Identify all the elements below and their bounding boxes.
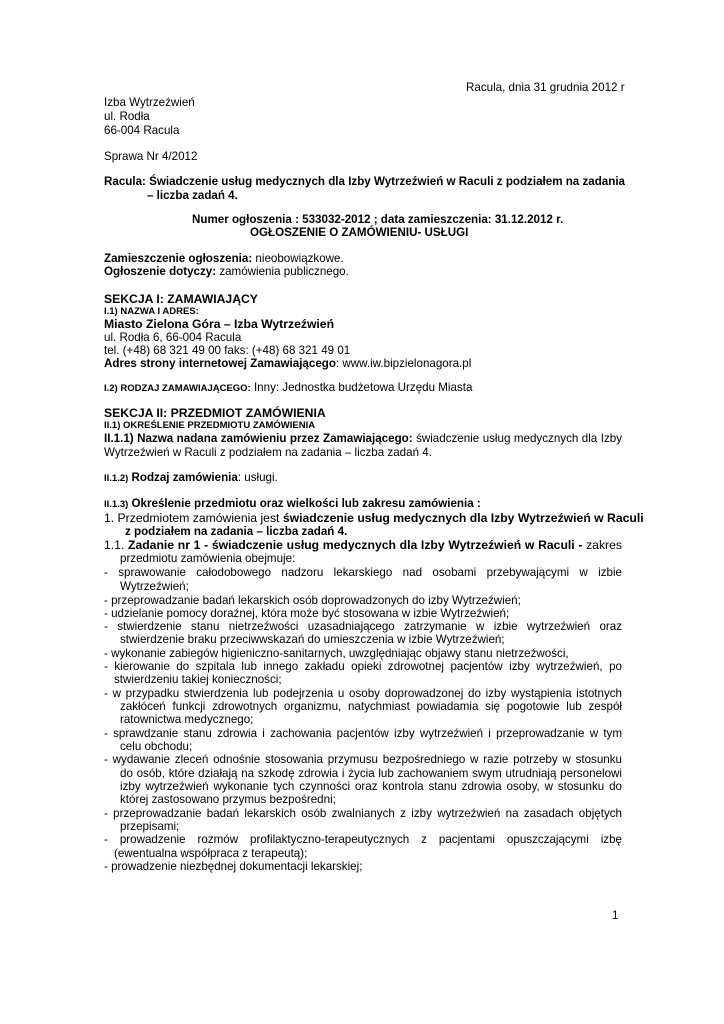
section-1-sub-2 [104, 381, 472, 396]
point-1-1-scope-word: zakres [582, 538, 622, 552]
item-line: celu obchodu; [120, 740, 193, 753]
concerns-line [104, 265, 349, 279]
section-1-heading: SEKCJA I: ZAMAWIAJĄCY [104, 292, 258, 306]
point-1-1-task: Zadanie nr 1 - świadczenie usług medycznych dla Izby Wytrzeźwień w Raculi - [128, 538, 583, 552]
ii-1-3-label: Określenie przedmiotu oraz wielkości lub zakresu zamówienia : [128, 497, 481, 510]
item-line: do osób, które działają na szkodę zdrowia i życia lub zachowaniem swym utrudniają personelowi [120, 767, 622, 780]
ii-1-3-prefix: II.1.3) [104, 499, 129, 510]
addressee-line-3: 66-004 Racula [104, 124, 180, 137]
item-line: - w przypadku stwierdzenia lub podejrzenia u osoby doprowadzonej do izby wystąpienia istotnych [104, 687, 622, 700]
document-title-line-2: – liczba zadań 4. [147, 189, 238, 202]
section-2-heading: SEKCJA II: PRZEDMIOT ZAMÓWIENIA [104, 406, 326, 420]
item-line: Wytrzeźwień; [120, 580, 189, 593]
ii-1-1-label: Nazwa nadana zamówieniu przez Zamawiającego: [133, 432, 413, 445]
item-line: - sprawdzanie stanu zdrowia i zachowania pacjentów izby wytrzeźwień i przeprowadzanie w tym [104, 727, 622, 740]
item-line: - udzielanie pomocy doraźnej, która może być stosowana w izbie Wytrzeźwień; [104, 607, 510, 620]
contracting-authority-phone: tel. (+48) 68 321 49 00 faks: (+48) 68 321 49 01 [104, 344, 351, 357]
item-line: stwierdzenie braku przeciwwskazań do umieszczenia w izbie Wytrzeźwień; [120, 633, 505, 646]
ii-1-2-value: : usługi. [237, 471, 278, 484]
point-1-1-number: 1.1. [104, 538, 129, 552]
point-1-line-1 [104, 511, 644, 525]
website-value: : www.iw.bipzielonagora.pl [335, 357, 472, 370]
item-line: ratownictwa medycznego; [120, 713, 254, 726]
item-line: - kierowanie do szpitala lub innego zakładu opieki zdrowotnej pacjentów izby wytrzeźwień, po [104, 660, 622, 673]
notice-title: OGŁOSZENIE O ZAMÓWIENIU- USŁUGI [250, 226, 469, 239]
point-1-subject: świadczenie usług medycznych dla Izby Wytrzeźwień w Raculi [282, 511, 644, 525]
concerns-value: zamówienia publicznego. [216, 265, 349, 278]
section-2-sub-1: II.1) OKREŚLENIE PRZEDMIOTU ZAMÓWIENIA [104, 420, 316, 431]
ii-1-1-line-1 [104, 432, 622, 446]
ii-1-1-line-2: Wytrzeźwień w Raculi z podziałem na zadania – liczba zadań 4. [104, 446, 432, 459]
item-line: stwierdzeniu takiej konieczności; [114, 673, 282, 686]
ii-1-3-line [104, 497, 481, 512]
ii-1-2-label: Rodzaj zamówienia [128, 471, 238, 484]
page-number: 1 [612, 909, 619, 922]
case-number: Sprawa Nr 4/2012 [104, 150, 198, 163]
placement-value: nieobowiązkowe. [252, 252, 344, 265]
notice-number-line: Numer ogłoszenia : 533032-2012 ; data zamieszczenia: 31.12.2012 r. [192, 213, 564, 226]
item-line: - przeprowadzanie badań lekarskich osób zwalnianych z izby wytrzeźwień na zasadach objętych [104, 807, 622, 820]
placement-line [104, 252, 344, 266]
item-line: (ewentualna współpraca z terapeutą); [114, 847, 308, 860]
authority-type-label: I.2) RODZAJ ZAMAWIAJĄCEGO: [104, 383, 251, 394]
concerns-label: Ogłoszenie dotyczy: [104, 265, 217, 278]
point-1-1-line-1 [104, 538, 622, 552]
item-line: której zastosowano przymus bezpośredni; [120, 793, 336, 806]
contracting-authority-website [104, 357, 471, 371]
ii-1-1-prefix: II.1.1) [104, 432, 134, 445]
item-line: - wydawanie zleceń odnośnie stosowania przymusu bezpośredniego w razie potrzeby w stosunku [104, 753, 622, 766]
addressee-line-2: ul. Rodła [104, 110, 150, 123]
website-label: Adres strony internetowej Zamawiającego [104, 357, 336, 370]
section-1-sub-1: I.1) NAZWA I ADRES: [104, 306, 199, 317]
addressee-line-1: Izba Wytrzeźwień [104, 96, 195, 109]
item-line: zakłóceń funkcji zdrowotnych organizmu, natychmiast powiadamia się pogotowie lub zespół [120, 700, 622, 713]
authority-type-value: Inny: Jednostka budżetowa Urzędu Miasta [250, 381, 473, 394]
placement-label: Zamieszczenie ogłoszenia: [104, 252, 253, 265]
ii-1-2-prefix: II.1.2) [104, 473, 129, 484]
place-date: Racula, dnia 31 grudnia 2012 r [466, 81, 625, 94]
item-line: - przeprowadzanie badań lekarskich osób doprowadzonych do izby Wytrzeźwień; [104, 594, 521, 607]
point-1-1-line-2: przedmiotu zamówienia obejmuje: [120, 552, 296, 565]
item-line: - prowadzenie niezbędnej dokumentacji lekarskiej; [104, 860, 363, 873]
contracting-authority-address: ul. Rodła 6, 66-004 Racula [104, 331, 242, 344]
point-1-intro: 1. Przedmiotem zamówienia jest [104, 511, 283, 525]
document-title-line-1: Racula: Świadczenie usług medycznych dla Izby Wytrzeźwień w Raculi z podziałem na zadania [104, 175, 625, 188]
contracting-authority-name: Miasto Zielona Góra – Izba Wytrzeźwień [104, 317, 335, 331]
ii-1-1-value-a: świadczenie usług medycznych dla Izby [412, 432, 622, 445]
item-line: - sprawowanie całodobowego nadzoru lekarskiego nad osobami przebywającymi w izbie [104, 566, 622, 579]
item-line: - wykonanie zabiegów higieniczno-sanitarnych, uwzględniając objawy stanu nietrzeźwości, [104, 647, 569, 660]
item-line: - stwierdzenie stanu nietrzeźwości uzasadniającego zatrzymanie w izbie wytrzeźwień oraz [104, 620, 622, 633]
item-line: przepisami; [120, 820, 180, 833]
ii-1-2-line [104, 471, 278, 486]
item-line: izby wytrzeźwień wykonanie tych czynności oraz kontrola stanu zdrowia osoby, w stosunku do [120, 780, 622, 793]
point-1-line-2: z podziałem na zadania – liczba zadań 4. [125, 525, 348, 538]
item-line: - prowadzenie rozmów profilaktyczno-terapeutycznych z pacjentami opuszczającymi izbę [104, 833, 622, 846]
